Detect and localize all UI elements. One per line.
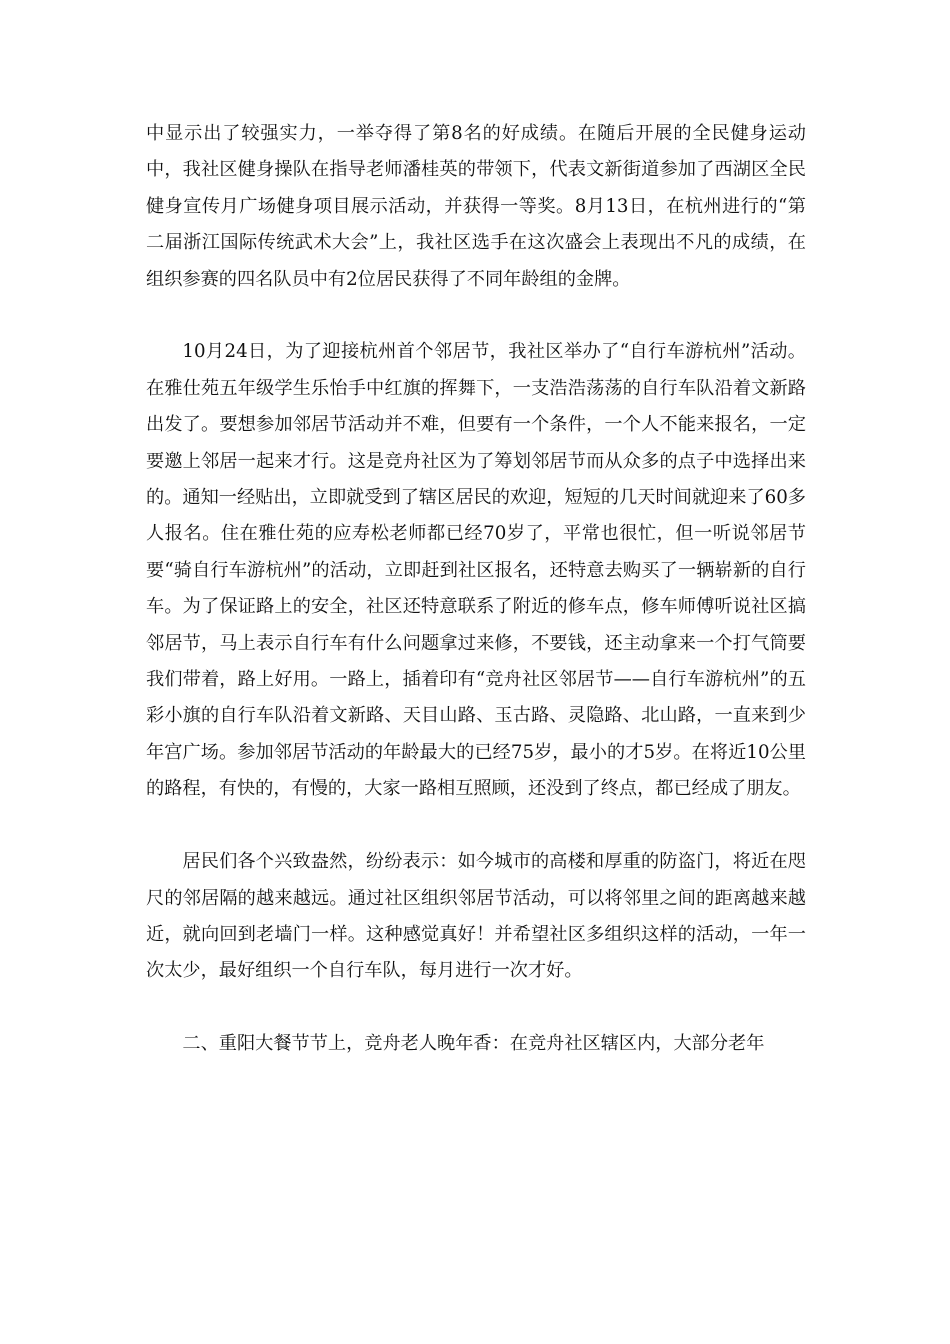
- paragraph-spacer: [146, 990, 806, 1026]
- paragraph-3: 居民们各个兴致盎然，纷纷表示：如今城市的高楼和厚重的防盗门，将近在咫尺的邻居隔的越来越远。通过社区组织邻居节活动，可以将邻里之间的距离越来越近，就向回到老墙门一样。这种感觉真好！并希望社区多组织这样的活动，一年一次太少，最好组织一个自行车队，每月进行一次才好。: [146, 851, 806, 982]
- paragraph-1: 中显示出了较强实力，一举夺得了第8名的好成绩。在随后开展的全民健身运动中，我社区健身操队在指导老师潘桂英的带领下，代表文新街道参加了西湖区全民健身宣传月广场健身项目展示活动，并获得一等奖。8月13日，在杭州进行的“第二届浙江国际传统武术大会”上，我社区选手在这次盛会上表现出不凡的成绩，在组织参赛的四名队员中有2位居民获得了不同年龄组的金牌。: [146, 123, 806, 290]
- paragraph-spacer: [146, 808, 806, 844]
- paragraph-2: 10月24日，为了迎接杭州首个邻居节，我社区举办了“自行车游杭州”活动。在雅仕苑五年级学生乐怡手中红旗的挥舞下，一支浩浩荡荡的自行车队沿着文新路出发了。要想参加邻居节活动并不难，但要有一个条件，一个人不能来报名，一定要邀上邻居一起来才行。这是竞舟社区为了筹划邻居节而从众多的点子中选择出来的。通知一经贴出，立即就受到了辖区居民的欢迎，短短的几天时间就迎来了60多人报名。住在雅仕苑的应寿松老师都已经70岁了，平常也很忙，但一听说邻居节要“骑自行车游杭州”的活动，立即赶到社区报名，还特意去购买了一辆崭新的自行车。为了保证路上的安全，社区还特意联系了附近的修车点，修车师傅听说社区搞邻居节，马上表示自行车有什么问题拿过来修，不要钱，还主动拿来一个打气筒要我们带着，路上好用。一路上，插着印有“竞舟社区邻居节——自行车游杭州”的五彩小旗的自行车队沿着文新路、天目山路、玉古路、灵隐路、北山路，一直来到少年宫广场。参加邻居节活动的年龄最大的已经75岁，最小的才5岁。在将近10公里的路程，有快的，有慢的，大家一路相互照顾，还没到了终点，都已经成了朋友。: [146, 341, 806, 800]
- document-body: [146, 116, 806, 1063]
- paragraph-spacer: [146, 298, 806, 334]
- paragraph-4: 二、重阳大餐节节上，竞舟老人晚年香：在竞舟社区辖区内，大部分老年: [182, 1033, 765, 1055]
